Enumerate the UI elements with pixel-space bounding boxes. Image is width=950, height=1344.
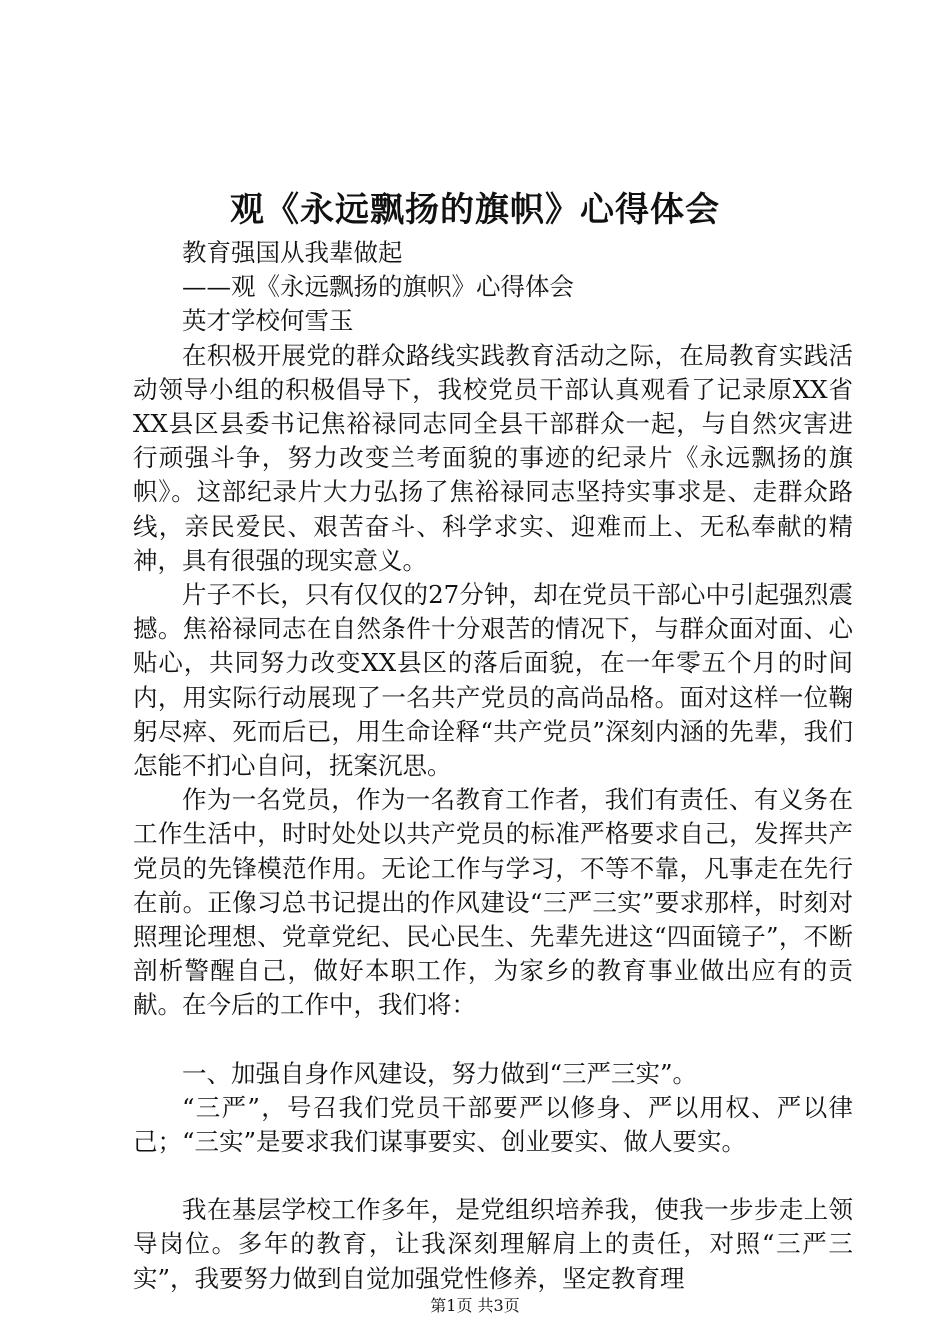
paragraph-duty: 作为一名党员，作为一名教育工作者，我们有责任、有义务在工作生活中，时时处处以共产党员的标准严格要求自己，发挥共产党员的先锋模范作用。无论工作与学习，不等不靠，凡事走在先行在前。正像习总书记提出的作风建设“三严三实”要求那样，时刻对照理论理想、党章党纪、民心民生、先辈先进这“四面镜子”，不断剖析警醒自己，做好本职工作，为家乡的教育事业做出应有的贡献。在今后的工作中，我们将： bbox=[133, 785, 853, 1020]
section-heading-1: 一、加强自身作风建设，努力做到“三严三实”。 bbox=[182, 1058, 698, 1088]
paragraph-experience: 我在基层学校工作多年，是党组织培养我，使我一步步走上领导岗位。多年的教育，让我深刻理解肩上的责任，对照“三严三实”，我要努力做到自觉加强党性修养，坚定教育理 bbox=[133, 1195, 853, 1293]
paragraph-gap bbox=[133, 1159, 853, 1193]
paragraph-film: 片子不长，只有仅仅的27分钟，却在党员干部心中引起强烈震撼。焦裕禄同志在自然条件十分艰苦的情况下，与群众面对面、心贴心，共同努力改变XX县区的落后面貌，在一年零五个月的时间内，用实际行动展现了一名共产党员的高尚品格。面对这样一位鞠躬尽瘁、死而后已，用生命诠释“共产党员”深刻内涵的先辈，我们怎能不扪心自问，抚案沉思。 bbox=[133, 580, 853, 781]
author-line: 英才学校何雪玉 bbox=[182, 306, 354, 336]
subtitle-line-2: ——观《永远飘扬的旗帜》心得体会 bbox=[182, 272, 574, 302]
page-footer: 第1页 共3页 bbox=[430, 1296, 520, 1315]
paragraph-intro: 在积极开展党的群众路线实践教育活动之际，在局教育实践活动领导小组的积极倡导下，我校党员干部认真观看了记录原XX省XX县区县委书记焦裕禄同志同全县干部群众一起，与自然灾害进行顽强斗争，努力改变兰考面貌的事迹的纪录片《永远飘扬的旗帜》。这部纪录片大力弘扬了焦裕禄同志坚持实事求是、走群众路线，亲民爱民、艰苦奋斗、科学求实、迎难而上、无私奉献的精神，具有很强的现实意义。 bbox=[133, 340, 853, 575]
subtitle-line-1: 教育强国从我辈做起 bbox=[182, 238, 403, 267]
document-title: 观《永远飘扬的旗帜》心得体会 bbox=[230, 190, 720, 230]
document-body bbox=[133, 236, 853, 1296]
paragraph-gap bbox=[133, 1023, 853, 1057]
paragraph-three-strict: “三严”，号召我们党员干部要严以修身、严以用权、严以律己；“三实”是要求我们谋事要实、创业要实、做人要实。 bbox=[133, 1092, 853, 1157]
